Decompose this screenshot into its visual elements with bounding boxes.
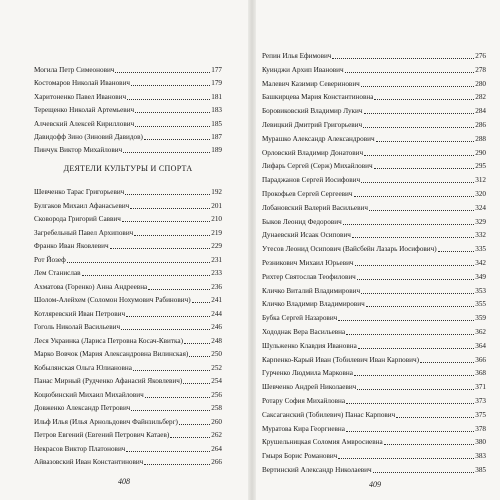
- toc-entry: [34, 281, 222, 293]
- toc-dot-leader: [358, 348, 474, 349]
- toc-dot-leader: [170, 437, 210, 438]
- toc-dot-leader: [352, 237, 474, 238]
- toc-entry-page: 278: [475, 65, 486, 74]
- toc-entry: [262, 188, 486, 200]
- toc-entry: [34, 348, 222, 360]
- toc-entry-page: 362: [475, 328, 486, 336]
- toc-entry-page: 364: [475, 341, 486, 350]
- toc-entry-name: Гурченко Людмила Марковна: [262, 369, 353, 378]
- toc-entry: [262, 243, 486, 255]
- toc-dot-leader: [374, 168, 475, 169]
- toc-dot-leader: [110, 248, 211, 249]
- toc-entry-page: 280: [475, 79, 486, 88]
- toc-entry-page: 290: [475, 148, 486, 157]
- toc-entry: [34, 118, 222, 130]
- toc-dot-leader: [373, 472, 475, 473]
- toc-entry-name: Шульженко Клавдия Ивановна: [262, 341, 357, 350]
- toc-entry-name: Резникович Михаил Юрьевич: [262, 259, 354, 267]
- right-page: [256, 0, 500, 500]
- toc-dot-leader: [354, 375, 474, 376]
- toc-entry-name: Петров Евгений (Евгений Петрович Катаев): [34, 431, 170, 439]
- toc-dot-leader: [338, 320, 474, 321]
- toc-entry-page: 371: [475, 383, 486, 392]
- toc-dot-leader: [67, 262, 210, 263]
- toc-entry-page: 236: [211, 282, 222, 291]
- toc-entry-page: 378: [475, 424, 486, 433]
- toc-entry-page: 248: [211, 336, 222, 345]
- toc-entry-page: 383: [475, 452, 486, 461]
- toc-entry-page: 189: [211, 146, 222, 155]
- toc-entry-name: Мурашко Александр Александрович: [262, 134, 375, 143]
- toc-entry-name: Шевченко Тарас Григорьевич: [34, 188, 125, 196]
- toc-entry: [262, 202, 486, 214]
- toc-entry-name: Быков Леонид Федорович: [262, 217, 342, 226]
- toc-entry-name: Франко Иван Яковлевич: [34, 242, 109, 250]
- toc-entry-page: 256: [211, 390, 222, 399]
- toc-entry: [262, 298, 486, 310]
- toc-entry-name: Шолом-Алейхем (Соломон Нохумович Рабинович): [34, 296, 191, 304]
- toc-entry: [262, 381, 486, 393]
- toc-entry-name: Леся Украинка (Лариса Петровна Косач-Квитка): [34, 336, 184, 345]
- toc-entry: [262, 354, 486, 366]
- toc-entry-name: Довженко Александр Петрович: [34, 404, 131, 412]
- toc-entry: [262, 395, 486, 407]
- toc-entry-page: 288: [475, 134, 486, 143]
- toc-entry: [262, 367, 486, 379]
- toc-dot-leader: [374, 99, 474, 100]
- toc-entry: [262, 78, 486, 90]
- toc-entry-name: Карпенко-Карый Иван (Тобилевич Иван Карпович): [262, 355, 420, 364]
- toc-entry-page: 353: [475, 286, 486, 295]
- toc-entry-name: Боровиковский Владимир Лукич: [262, 107, 363, 116]
- toc-entry: [262, 464, 486, 476]
- toc-entry: [262, 326, 486, 338]
- toc-entry-name: Параджанов Сергей Иосифович: [262, 176, 361, 185]
- toc-entry-page: 229: [211, 242, 222, 250]
- toc-entry-name: Левицкий Дмитрий Григорьевич: [262, 121, 363, 129]
- toc-entry-name: Пинчук Виктор Михайлович: [34, 146, 123, 155]
- toc-entry-name: Утесов Леонид Осипович (Вайсбейн Лазарь Иосифович): [262, 245, 437, 254]
- toc-entry-page: 375: [475, 410, 486, 419]
- toc-entry: [262, 160, 486, 172]
- toc-entry: [262, 174, 486, 186]
- toc-entry-name: Крушельницкая Соломия Амвросиевна: [262, 438, 383, 447]
- toc-entry: [34, 64, 222, 76]
- toc-entry-page: 210: [211, 215, 222, 223]
- toc-entry-name: Бубка Сергей Назарович: [262, 314, 338, 323]
- toc-dot-leader: [115, 72, 210, 73]
- toc-entry: [262, 450, 486, 462]
- toc-entry-page: 179: [211, 79, 222, 88]
- toc-dot-leader: [131, 410, 210, 411]
- toc-entry-page: 262: [211, 431, 222, 439]
- toc-dot-leader: [130, 208, 210, 209]
- toc-entry-page: 241: [211, 296, 222, 304]
- toc-entry-name: Сковорода Григорий Саввич: [34, 215, 121, 223]
- toc-entry-page: 181: [211, 92, 222, 101]
- toc-entry-name: Костомаров Николай Иванович: [34, 79, 131, 88]
- toc-dot-leader: [346, 403, 474, 404]
- toc-entry-name: Кличко Виталий Владимирович: [262, 286, 361, 295]
- toc-entry-page: 183: [211, 106, 222, 115]
- toc-entry: [262, 147, 486, 159]
- toc-dot-leader: [189, 356, 210, 357]
- section-heading: ДЕЯТЕЛИ КУЛЬТУРЫ И СПОРТА: [63, 164, 193, 173]
- toc-entry: [262, 64, 486, 76]
- toc-entry-name: Гмыря Борис Романович: [262, 452, 338, 461]
- toc-dot-leader: [346, 431, 474, 432]
- toc-entry-name: Котляревский Иван Петрович: [34, 309, 126, 318]
- toc-dot-leader: [184, 343, 210, 344]
- toc-entry-page: 329: [475, 217, 486, 226]
- toc-entry: [34, 186, 222, 198]
- toc-dot-leader: [355, 265, 475, 266]
- toc-dot-leader: [134, 235, 210, 236]
- toc-entry-page: 276: [475, 52, 486, 60]
- toc-dot-leader: [396, 417, 474, 418]
- toc-entry-page: 380: [475, 438, 486, 447]
- toc-entry-page: 264: [211, 444, 222, 453]
- toc-dot-leader: [345, 72, 475, 73]
- toc-dot-leader: [131, 85, 210, 86]
- toc-entry-name: Некрасов Виктор Платонович: [34, 444, 126, 453]
- toc-dot-leader: [179, 424, 210, 425]
- toc-entry: [262, 229, 486, 241]
- toc-entry-name: Айвазовский Иван Константинович: [34, 458, 144, 466]
- toc-entry-name: Давидофф Зино (Зиновий Давидов): [34, 133, 143, 141]
- toc-dot-leader: [376, 141, 475, 142]
- toc-entry: [34, 456, 222, 468]
- toc-entry: [262, 216, 486, 228]
- toc-entry-name: Лифарь Сергей (Серж) Михайлович: [262, 162, 373, 171]
- toc-entry: [34, 321, 222, 333]
- toc-entry-page: 320: [475, 190, 486, 198]
- toc-entry-name: Орловский Владимир Донатович: [262, 148, 364, 157]
- toc-entry-name: Муратова Кира Георгиевна: [262, 424, 345, 433]
- toc-entry-page: 373: [475, 397, 486, 405]
- toc-dot-leader: [420, 362, 474, 363]
- toc-entry-name: Марко Вовчок (Мария Александровна Вилинская): [34, 350, 189, 358]
- toc-entry-name: Ротару София Михайловна: [262, 397, 346, 405]
- toc-entry-page: 250: [211, 350, 222, 358]
- toc-entry-page: 260: [211, 417, 222, 426]
- toc-entry: [34, 240, 222, 252]
- toc-dot-leader: [364, 113, 475, 114]
- toc-entry-name: Могила Петр Симеонович: [34, 66, 115, 74]
- toc-entry: [262, 409, 486, 421]
- toc-entry: [34, 267, 222, 279]
- toc-dot-leader: [338, 458, 474, 459]
- toc-dot-leader: [183, 383, 210, 384]
- toc-entry-name: Гоголь Николай Васильевич: [34, 323, 121, 331]
- toc-entry-page: 284: [475, 107, 486, 116]
- toc-entry: [262, 133, 486, 145]
- toc-dot-leader: [438, 251, 475, 252]
- toc-entry-name: Булгаков Михаил Афанасьевич: [34, 201, 130, 210]
- toc-dot-leader: [135, 112, 210, 113]
- toc-entry-page: 355: [475, 300, 486, 309]
- toc-dot-leader: [361, 86, 474, 87]
- toc-dot-leader: [82, 275, 211, 276]
- toc-entry: [34, 402, 222, 414]
- toc-entry: [262, 50, 486, 62]
- toc-entry-page: 192: [211, 188, 222, 196]
- toc-entry: [262, 340, 486, 352]
- toc-entry: [34, 91, 222, 103]
- toc-entry-page: 233: [211, 269, 222, 277]
- toc-dot-leader: [346, 334, 474, 335]
- toc-dot-leader: [123, 152, 210, 153]
- toc-entry-name: Кличко Владимир Владимирович: [262, 300, 365, 309]
- toc-dot-leader: [363, 127, 474, 128]
- toc-dot-leader: [133, 370, 210, 371]
- toc-entry-name: Саксаганский (Тобилевич) Панас Карпович: [262, 410, 396, 419]
- toc-dot-leader: [135, 126, 210, 127]
- book-gutter: [248, 0, 256, 500]
- toc-entry-page: 368: [475, 369, 486, 378]
- toc-entry-name: Малевич Казимир Северинович: [262, 79, 360, 88]
- toc-entry-name: Хододнак Вера Васильевна: [262, 328, 346, 336]
- toc-entry-page: 246: [211, 323, 222, 331]
- left-page: [0, 0, 248, 500]
- toc-dot-leader: [148, 289, 210, 290]
- toc-entry-name: Репин Илья Ефимович: [262, 52, 332, 60]
- toc-dot-leader: [357, 279, 474, 280]
- toc-dot-leader: [357, 389, 474, 390]
- toc-entry-name: Загребельный Павел Архипович: [34, 228, 134, 237]
- page-number-right: 409: [369, 480, 381, 489]
- toc-entry: [34, 254, 222, 266]
- toc-entry: [262, 91, 486, 103]
- toc-entry-name: Куинджи Архип Иванович: [262, 65, 344, 74]
- toc-entry-name: Алчевский Алексей Кириллович: [34, 119, 135, 128]
- toc-entry-page: 254: [211, 377, 222, 385]
- toc-entry: [34, 429, 222, 441]
- toc-entry: [34, 375, 222, 387]
- toc-dot-leader: [369, 210, 474, 211]
- toc-dot-leader: [144, 464, 210, 465]
- toc-entry: [34, 294, 222, 306]
- toc-entry: [34, 213, 222, 225]
- toc-entry-page: 258: [211, 404, 222, 412]
- toc-entry: [262, 285, 486, 297]
- toc-entry-name: Рот Йозеф: [34, 255, 66, 264]
- toc-entry: [262, 423, 486, 435]
- toc-entry-name: Лем Станислав: [34, 269, 81, 277]
- toc-entry: [262, 105, 486, 117]
- toc-entry-page: 201: [211, 201, 222, 210]
- toc-entry: [262, 271, 486, 283]
- toc-entry-page: 359: [475, 314, 486, 323]
- toc-entry-page: 177: [211, 66, 222, 74]
- toc-entry-page: 231: [211, 255, 222, 264]
- toc-dot-leader: [364, 155, 474, 156]
- toc-entry-page: 312: [475, 176, 486, 185]
- toc-entry-page: 244: [211, 309, 222, 318]
- toc-dot-leader: [127, 99, 210, 100]
- toc-entry-page: 349: [475, 272, 486, 281]
- toc-dot-leader: [361, 182, 474, 183]
- toc-dot-leader: [121, 329, 210, 330]
- toc-entry-page: 295: [475, 162, 486, 171]
- toc-entry-name: Коцюбинский Михаил Михайлович: [34, 390, 144, 399]
- toc-dot-leader: [361, 293, 474, 294]
- toc-entry: [34, 144, 222, 156]
- toc-dot-leader: [354, 196, 475, 197]
- toc-entry-page: 332: [475, 231, 486, 240]
- toc-entry-name: Панас Мирный (Рудченко Афанасий Яковлевич): [34, 377, 183, 385]
- toc-entry-name: Лобановский Валерий Васильевич: [262, 203, 368, 212]
- page-number-left: 408: [118, 477, 130, 486]
- toc-dot-leader: [144, 139, 210, 140]
- toc-entry-page: 282: [475, 93, 486, 102]
- toc-entry-page: 185: [211, 119, 222, 128]
- toc-entry-page: 342: [475, 259, 486, 267]
- toc-entry: [34, 77, 222, 89]
- toc-entry-name: Ильф Илья (Илья Арнольдович Файнзильберг): [34, 417, 178, 426]
- toc-entry-page: 324: [475, 203, 486, 212]
- toc-dot-leader: [384, 444, 475, 445]
- toc-entry-name: Прокофьев Сергей Сергеевич: [262, 190, 353, 198]
- toc-entry: [34, 362, 222, 374]
- toc-dot-leader: [192, 302, 211, 303]
- toc-entry-page: 252: [211, 363, 222, 372]
- toc-entry-name: Башкирцева Мария Константиновна: [262, 93, 374, 102]
- toc-entry: [262, 312, 486, 324]
- toc-entry-name: Рихтер Святослав Теофилович: [262, 272, 356, 281]
- toc-dot-leader: [145, 397, 210, 398]
- toc-entry: [34, 335, 222, 347]
- toc-entry-page: 335: [475, 245, 486, 254]
- toc-entry: [262, 257, 486, 269]
- toc-entry-page: 219: [211, 228, 222, 237]
- toc-dot-leader: [126, 451, 210, 452]
- toc-entry-page: 366: [475, 355, 486, 364]
- toc-entry-name: Кобылянская Ольга Юлиановна: [34, 363, 132, 372]
- toc-entry: [34, 227, 222, 239]
- toc-entry-name: Шевченко Андрей Николаевич: [262, 383, 357, 392]
- toc-entry-page: 266: [211, 458, 222, 466]
- toc-entry: [34, 104, 222, 116]
- toc-entry-name: Терещенко Николай Артемьевич: [34, 106, 135, 115]
- toc-entry: [34, 443, 222, 455]
- toc-entry-page: 286: [475, 121, 486, 129]
- toc-entry-page: 385: [475, 466, 486, 474]
- toc-entry-page: 187: [211, 133, 222, 141]
- toc-dot-leader: [126, 316, 210, 317]
- toc-entry-name: Дунаевский Исаак Осипович: [262, 231, 351, 240]
- toc-entry: [262, 119, 486, 131]
- toc-dot-leader: [343, 224, 475, 225]
- toc-entry: [262, 436, 486, 448]
- toc-entry: [34, 389, 222, 401]
- toc-entry: [34, 416, 222, 428]
- toc-dot-leader: [366, 306, 474, 307]
- toc-entry: [34, 200, 222, 212]
- toc-entry-name: Харитоненко Павел Иванович: [34, 92, 127, 101]
- toc-dot-leader: [122, 221, 210, 222]
- toc-entry-name: Ахматова (Горенко) Анна Андреевна: [34, 282, 148, 291]
- toc-entry: [34, 308, 222, 320]
- toc-dot-leader: [332, 58, 474, 59]
- toc-entry: [34, 131, 222, 143]
- toc-dot-leader: [125, 194, 210, 195]
- toc-entry-name: Вертинский Александр Николаевич: [262, 466, 372, 474]
